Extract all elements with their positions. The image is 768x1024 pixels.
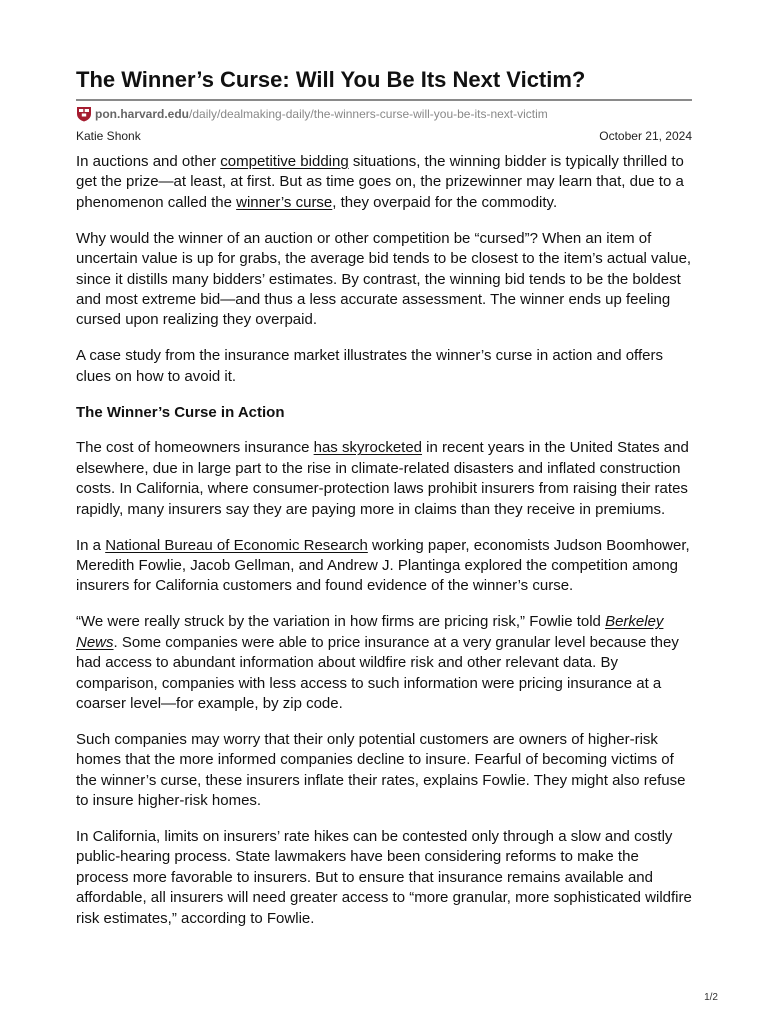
- nber-link[interactable]: National Bureau of Economic Research: [105, 536, 368, 554]
- paragraph-5: [76, 536, 692, 597]
- competitive-bidding-link[interactable]: competitive bidding: [220, 153, 349, 170]
- paragraph-3: A case study from the insurance market illustrates the winner’s curse in action and offers clues on how to avoid it.: [76, 347, 663, 385]
- paragraph-text: The cost of homeowners insurance: [76, 439, 314, 457]
- paragraph-text: In a: [76, 536, 106, 554]
- harvard-shield-icon: [76, 106, 92, 122]
- paragraph-text: situations, the winning bidder is typically thrilled to get the prize—at least, at first. But as time goes on, the prizewinner may learn that, due to a phenomenon called the: [76, 153, 684, 211]
- publish-date: October 21, 2024: [599, 129, 692, 143]
- paragraph-text: working paper, economists Judson Boomhower, Meredith Fowlie, Jacob Gellman, and Andrew J. Plantinga explored the competition among insurers for California customers and found evidence of the winner’s curse.: [76, 536, 690, 595]
- paragraph-text: in recent years in the United States and elsewhere, due in large part to the rise in climate-related disasters and inflated construction costs. In California, where consumer-protection laws prohibit insurers from raising their rates rapidly, many insurers say they are paying more in claims than they receive in premiums.: [76, 439, 689, 518]
- winners-curse-link[interactable]: winner’s curse: [236, 193, 333, 211]
- section-heading: The Winner’s Curse in Action: [76, 403, 285, 421]
- paragraph-4: [76, 438, 692, 520]
- berkeley-news-link[interactable]: Berkeley News: [76, 613, 664, 651]
- paragraph-8: In California, limits on insurers’ rate hikes can be contested only through a slow and costly public-hearing process. State lawmakers have been considering reforms to make the process more favorable to insurers. But to ensure that insurance remains available and affordable, all insurers will need greater access to “more granular, more sophisticated wildfire risk estimates,” according to Fowlie.: [76, 827, 692, 927]
- paragraph-text: In auctions and other: [76, 153, 221, 170]
- source-url[interactable]: [76, 106, 692, 122]
- title-divider: [76, 99, 692, 101]
- paragraph-text: “We were really struck by the variation in how firms are pricing risk,” Fowlie told: [76, 613, 606, 631]
- paragraph-7: Such companies may worry that their only potential customers are owners of higher-risk homes that the more informed companies decline to insure. Fearful of becoming victims of the winner’s curse, these insurers inflate their rates, explains Fowlie. They might also refuse to insure higher-risk homes.: [76, 730, 686, 810]
- article-page: [76, 62, 692, 945]
- source-path: /daily/dealmaking-daily/the-winners-curse-will-you-be-its-next-victim: [189, 107, 548, 121]
- paragraph-text: , they overpaid for the commodity.: [332, 193, 558, 211]
- article-body: [76, 152, 692, 929]
- paragraph-text: . Some companies were able to price insurance at a very granular level because they had access to abundant information about wildfire risk and other relevant data. By comparison, companies with less access to such information were pricing insurance at a coarser level—for example, by zip code.: [76, 633, 679, 712]
- has-skyrocketed-link[interactable]: has skyrocketed: [313, 439, 423, 457]
- author-name: Katie Shonk: [76, 129, 141, 143]
- page-number: 1/2: [704, 992, 718, 1003]
- paragraph-6: [76, 612, 692, 714]
- paragraph-2: Why would the winner of an auction or other competition be “cursed”? When an item of uncertain value is up for grabs, the average bid tends to be closest to the item’s actual value, since it distills many bidders’ estimates. By contrast, the winning bid tends to be the boldest and most extreme bid—and thus a less accurate assessment. The winner ends up feeling cursed upon realizing they overpaid.: [76, 229, 692, 329]
- article-title: The Winner’s Curse: Will You Be Its Next Victim?: [76, 67, 586, 92]
- byline: [76, 128, 692, 144]
- source-domain: pon.harvard.edu: [95, 107, 190, 121]
- paragraph-1: [76, 152, 692, 213]
